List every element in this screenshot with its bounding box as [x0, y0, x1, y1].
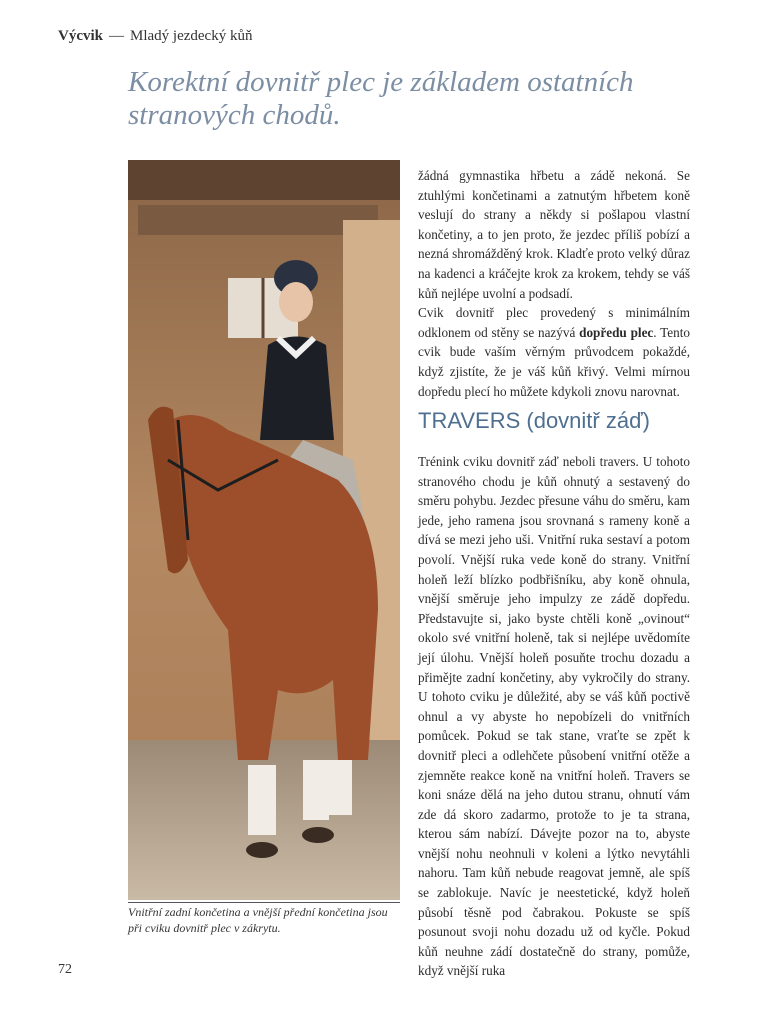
text-column-bottom	[418, 452, 690, 981]
paragraph-text: . Tento cvik bude vaším věrným průvodcem pokaždé, když zjistíte, že je váš kůň křivý. Velmi mírnou dopředu plecí ho můžete kdykoli znovu narovnat.	[418, 324, 690, 399]
paragraph-text: Cvik dovnitř plec provedený s minimálním odklonem od stěny se nazývá	[418, 305, 690, 340]
paragraph: žádná gymnastika hřbetu a zádě nekoná. Se ztuhlými končetinami a zatnutým hřbetem koně veslují do strany a někdy si pošlapou vlastní končetiny, a to jen proto, že jezdec příliš pobízí a nezná shromážděný krok. Kladťe proto velký důraz na kadenci a kráčejte krok za krokem, tehdy se váš kůň nejlépe uvolní a podsadí.	[418, 168, 690, 301]
pull-quote: Korektní dovnitř plec je základem ostatních stranových chodů.	[128, 66, 634, 131]
running-head-separator: —	[109, 28, 124, 44]
page-number: 72	[58, 962, 72, 977]
text-column-top	[418, 166, 690, 401]
running-head-section: Výcvik	[58, 28, 103, 44]
figure-caption: Vnitřní zadní končetina a vnější přední končetina jsou při cviku dovnitř plec v zákrytu.	[128, 905, 388, 935]
section-heading: TRAVERS (dovnitř záď)	[418, 408, 650, 433]
running-head-chapter: Mladý jezdecký kůň	[130, 28, 253, 44]
running-head	[58, 28, 252, 45]
caption-rule	[128, 902, 400, 903]
rider-horse-photo	[128, 160, 400, 900]
bold-term: dopředu plec	[579, 324, 654, 340]
paragraph	[418, 303, 690, 401]
paragraph: Trénink cviku dovnitř záď neboli travers. U tohoto stranového chodu je kůň ohnutý a sestavený do směru pohybu. Jezdec přesune váhu do směru, kam jede, jeho ramena jsou srovnaná s rameny koně a dívá se mezi jeho uši. Vnitřní ruka sestaví a potom povolí. Vnější ruka vede koně do strany. Vnitřní holeň leží blízko podbřišníku, aby koně ohnula, vnější směruje jeho impulzy ze zádě dopředu. Představujte si, jako byste chtěli koně „ovinout“ okolo své vnitřní holeně, tak si nejlépe uvědomíte její úlohu. Vnější holeň posuňte trochu dozadu a přimějte zadní končetiny, aby vykročily do strany. U tohoto cviku je důležité, aby se váš kůň poctivě ohnul a vy abyste ho nepobízeli do vnitřních pomůcek. Pokud se tak stane, vraťte se zpět k dovnitř pleci a odlehčete působení vnitřní otěže a zjemněte reakce koně na vnitřní holeň. Travers se koni snáze dělá na jeho dutou stranu, ohnutí vám zde dá skoro zadarmo, protože to je ta strana, kterou sám nabízí. Dávejte pozor na to, abyste vnější nohu neohnuli v koleni a lýtko nevytáhli nahoru. Tam kůň nebude reagovat jemně, ale spíš se zablokuje. Navíc je neestetické, když holeň působí těsně pod čabrakou. Pokuste se spíš posunout svoji nohu dozadu už od kyčle. Pokud kůň neuhne zádí dostatečně do strany, pomůže, když vnější ruka	[418, 454, 690, 979]
